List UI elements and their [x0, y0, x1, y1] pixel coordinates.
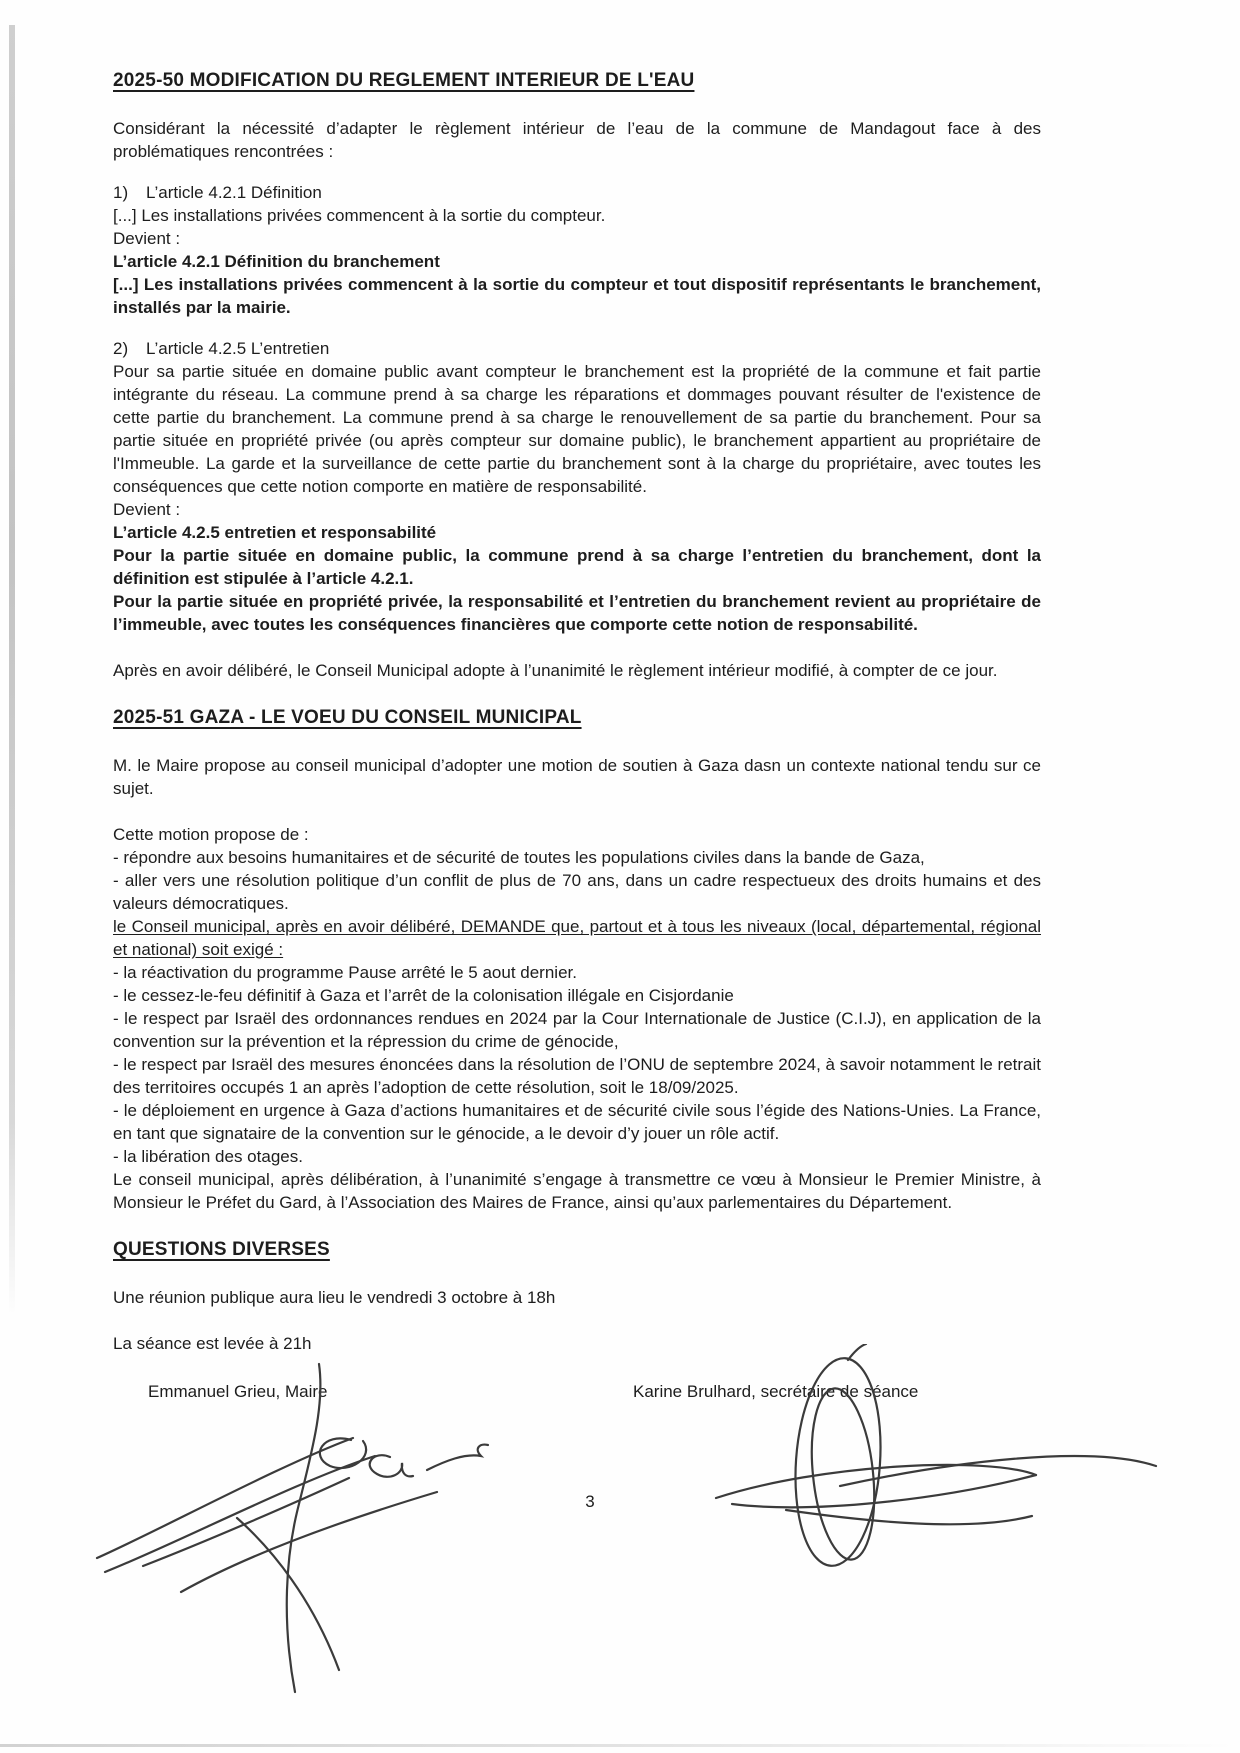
section-2025-51-heading-text: 2025-51 GAZA - LE VOEU DU CONSEIL MUNICIPAL [113, 707, 582, 728]
reunion-publique-line: Une réunion publique aura lieu le vendredi 3 octobre à 18h [113, 1288, 556, 1307]
item1-title: L’article 4.2.1 Définition [146, 183, 322, 202]
item1-new-body: [...] Les installations privées commencent à la sortie du compteur et tout dispositif représentants le branchement, installés par la mairie. [113, 275, 1041, 317]
motion-lead: Cette motion propose de : [113, 825, 309, 844]
section-51-intro: M. le Maire propose au conseil municipal d’adopter une motion de soutien à Gaza dasn un contexte national tendu sur ce sujet. [113, 756, 1041, 798]
mayor-signature [85, 1360, 545, 1700]
demand-item: - la réactivation du programme Pause arrêté le 5 aout dernier. [113, 963, 577, 982]
section-50-conclusion: Après en avoir délibéré, le Conseil Municipal adopte à l’unanimité le règlement intérieur modifié, à compter de ce jour. [113, 661, 998, 680]
questions-diverses-heading-text: QUESTIONS DIVERSES [113, 1239, 330, 1260]
section-50-intro: Considérant la nécessité d’adapter le règlement intérieur de l’eau de la commune de Mandagout face à des problématiques rencontrées : [113, 119, 1041, 161]
item1-title-line [113, 181, 1041, 204]
item2-title-line [113, 337, 1041, 360]
item2-marker: 2) [113, 339, 129, 358]
item2-title: L’article 4.2.5 L’entretien [146, 339, 330, 358]
signature-block [0, 1372, 1240, 1753]
questions-diverses-heading [113, 1237, 1041, 1263]
secretary-signature [688, 1344, 1163, 1594]
demand-item: - le respect par Israël des mesures énoncées dans la résolution de l’ONU de septembre 2024, à savoir notamment le retrait des territoires occupés 1 an après l’adoption de cette résolution, soit le 18/09/2025. [113, 1055, 1041, 1097]
demand-statement: le Conseil municipal, après en avoir délibéré, DEMANDE que, partout et à tous les niveaux (local, départemental, régional et national) soit exigé : [113, 917, 1041, 959]
motion-item: - répondre aux besoins humanitaires et de sécurité de toutes les populations civiles dans la bande de Gaza, [113, 848, 925, 867]
demand-item: - le respect par Israël des ordonnances rendues en 2024 par la Cour Internationale de Justice (C.I.J), en application de la convention sur la prévention et la répression du crime de génocide, [113, 1009, 1041, 1051]
item2-old-text: Pour sa partie située en domaine public avant compteur le branchement est la propriété de la commune et fait partie intégrante du réseau. La commune prend à sa charge les réparations et dommages pouvant résulter de l'existence de cette partie du branchement. La commune prend à sa charge le renouvellement de sa partie du branchement. Pour sa partie située en propriété privée (ou après compteur sur domaine public), le branchement appartient au propriétaire de l'Immeuble. La garde et la surveillance de cette partie du branchement sont à la charge du propriétaire, avec toutes les conséquences que cette notion comporte en matière de responsabilité. [113, 362, 1041, 496]
mayor-name-label: Emmanuel Grieu, Maire [148, 1382, 328, 1401]
item1-old-text: [...] Les installations privées commencent à la sortie du compteur. [113, 206, 606, 225]
section-2025-50-heading-text: 2025-50 MODIFICATION DU REGLEMENT INTERIEUR DE L'EAU [113, 70, 695, 91]
item1-marker: 1) [113, 183, 129, 202]
item2-new-body-2: Pour la partie située en propriété privée, la responsabilité et l’entretien du branchement revient au propriétaire de l’immeuble, avec toutes les conséquences financières que comporte cette notion de responsabilité. [113, 592, 1041, 634]
item2-new-title: L’article 4.2.5 entretien et responsabilité [113, 523, 437, 542]
seance-levee-line: La séance est levée à 21h [113, 1334, 312, 1353]
section-51-conclusion: Le conseil municipal, après délibération, à l’unanimité s’engage à transmettre ce vœu à Monsieur le Premier Ministre, à Monsieur le Préfet du Gard, à l’Association des Maires de France, ainsi qu’aux parlementaires du Département. [113, 1170, 1041, 1212]
scan-edge-artifact-bottom [0, 1744, 1240, 1747]
motion-item: - aller vers une résolution politique d’un conflit de plus de 70 ans, dans un cadre respectueux des droits humains et des valeurs démocratiques. [113, 871, 1041, 913]
secretary-name-label: Karine Brulhard, secrétaire de séance [633, 1382, 919, 1401]
section-2025-51-heading [113, 705, 1041, 731]
page-number: 3 [585, 1492, 595, 1511]
scan-edge-artifact-left [9, 25, 15, 1315]
item2-devient-label: Devient : [113, 500, 181, 519]
demand-item: - le cessez-le-feu définitif à Gaza et l’arrêt de la colonisation illégale en Cisjordanie [113, 986, 734, 1005]
item2-new-body-1: Pour la partie située en domaine public, la commune prend à sa charge l’entretien du branchement, dont la définition est stipulée à l’article 4.2.1. [113, 546, 1041, 588]
demand-item: - la libération des otages. [113, 1147, 303, 1166]
demand-item: - le déploiement en urgence à Gaza d’actions humanitaires et de sécurité civile sous l’égide des Nations-Unies. La France, en tant que signataire de la convention sur le génocide, a le devoir d’y jouer un rôle actif. [113, 1101, 1041, 1143]
item1-devient-label: Devient : [113, 229, 181, 248]
document-content [113, 68, 1041, 1355]
item1-new-title: L’article 4.2.1 Définition du branchement [113, 252, 440, 271]
section-2025-50-heading [113, 68, 1041, 94]
